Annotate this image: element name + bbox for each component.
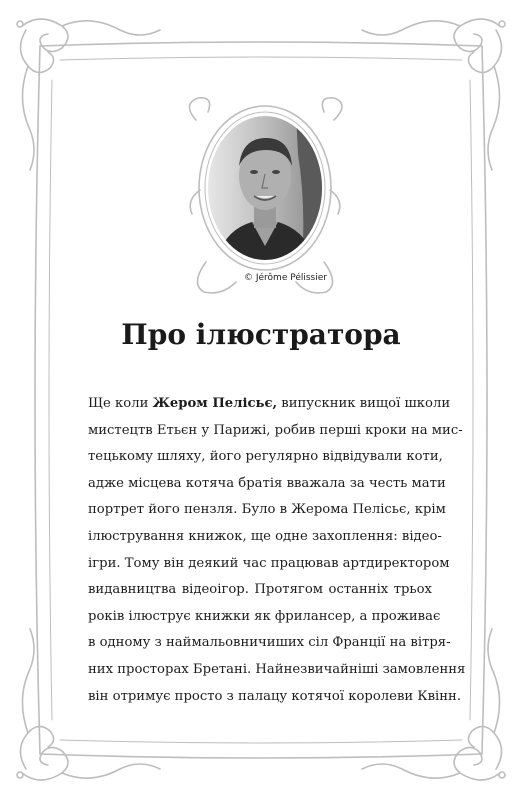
page-title: Про ілюстратора xyxy=(121,318,401,351)
frame-bottom-line xyxy=(40,754,482,758)
paragraph-line: тецькому шляху, його регулярно відвідували коти, xyxy=(88,449,443,465)
paragraph-line: років ілюструє книжки як фрилансер, а проживає xyxy=(88,608,441,624)
paragraph-line: він отримує просто з палацу котячої королеви Квінн. xyxy=(88,688,462,704)
illustrator-name: Жером Пелісьє, xyxy=(152,396,278,411)
line-text: Ще коли xyxy=(88,396,153,411)
paragraph-line: них просторах Бретані. Найнезвичайніші замовлення xyxy=(88,661,466,677)
paragraph-line: портрет його пензля. Було в Жерома Пелісьє, крім xyxy=(88,502,446,518)
paragraph-line: ігри. Тому він деякий час працював артдиректором xyxy=(88,555,450,571)
paragraph-line: мистецтв Етьєн у Парижі, робив перші кроки на мис- xyxy=(88,422,463,438)
illustrator-portrait-photo xyxy=(206,114,324,262)
line-text: випускник вищої школи xyxy=(277,396,451,411)
frame-top-line xyxy=(40,42,482,46)
bio-paragraph xyxy=(88,391,466,710)
frame-right-line xyxy=(482,46,487,754)
paragraph-line: в одному з наймальовничиших сіл Франції на вітря- xyxy=(88,635,451,651)
paragraph-line: видавництва відеоігор. Протягом останніх трьох xyxy=(88,582,432,598)
frame-left-line xyxy=(35,46,40,754)
paragraph-line: адже місцева котяча братія вважала за честь мати xyxy=(88,475,446,491)
paragraph-line xyxy=(88,391,451,418)
photo-credit: © Jérôme Pélissier xyxy=(244,273,327,283)
paragraph-line: ілюстрування книжок, ще одне захоплення: відео- xyxy=(88,528,442,544)
